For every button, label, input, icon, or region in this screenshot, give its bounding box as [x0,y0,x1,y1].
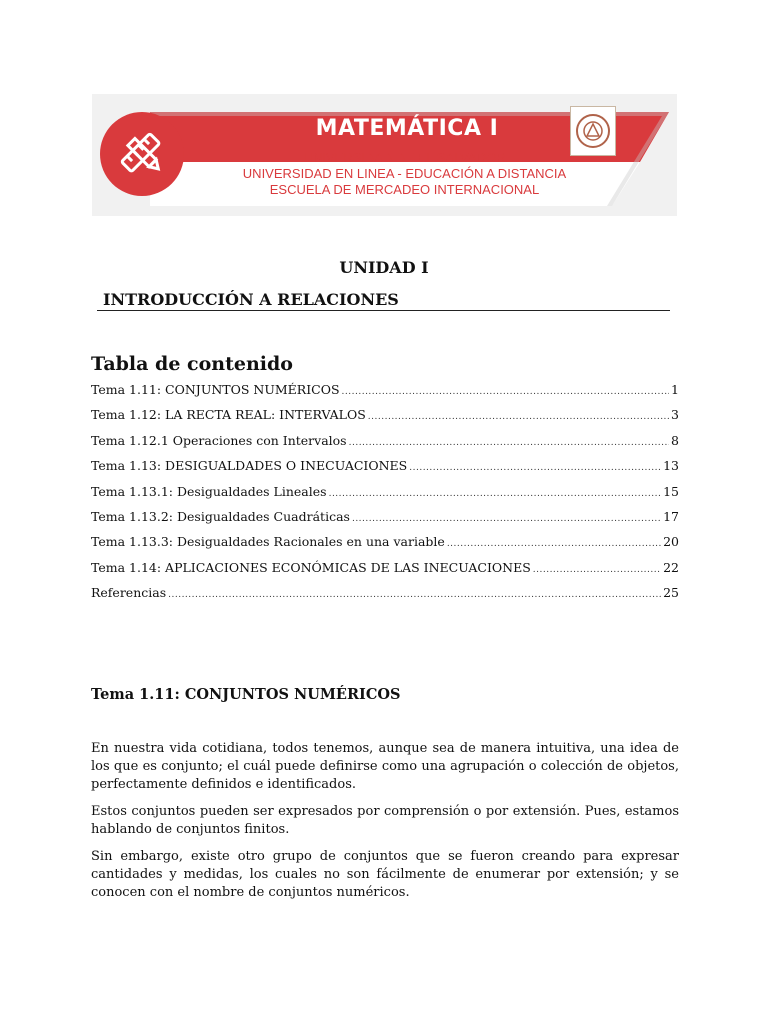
toc-entry-page: 15 [663,483,679,499]
toc-entry-label: Tema 1.13.1: Desigualdades Lineales [91,483,327,499]
toc-leader-dots [168,585,661,600]
toc-entry-page: 3 [671,407,679,423]
banner-title: MATEMÁTICA I [315,116,499,141]
toc-entry-page: 20 [663,534,679,550]
toc-entry-page: 13 [663,458,679,474]
toc-entry[interactable] [91,534,679,559]
toc-entry[interactable] [91,433,679,458]
toc-entry[interactable] [91,509,679,534]
body-paragraph: Estos conjuntos pueden ser expresados por comprensión o por extensión. Pues, estamos hablando de conjuntos finitos. [91,804,679,837]
toc-leader-dots [329,484,662,499]
pencil-ruler-icon [100,112,184,196]
toc-entry-label: Tema 1.14: APLICACIONES ECONÓMICAS DE LAS INECUACIONES [91,559,531,575]
unit-subtitle: INTRODUCCIÓN A RELACIONES [97,290,670,311]
toc-leader-dots [447,534,661,549]
toc-entry-page: 8 [671,432,679,448]
toc-entry-label: Tema 1.13: DESIGUALDADES O INECUACIONES [91,458,408,474]
university-seal-icon [570,106,616,156]
body-paragraph: En nuestra vida cotidiana, todos tenemos, aunque sea de manera intuitiva, una idea de los que es conjunto; el cuál puede definirse como una agrupación o colección de objetos, perfectamente definidos e identificados. [91,741,679,792]
toc-entry[interactable] [91,458,679,483]
toc-entry[interactable] [91,585,679,610]
table-of-contents [91,382,679,611]
toc-leader-dots [368,407,669,422]
toc-entry-label: Referencias [91,585,167,601]
toc-entry[interactable] [91,560,679,585]
toc-entry-label: Tema 1.13.3: Desigualdades Racionales en una variable [91,534,445,550]
toc-entry-label: Tema 1.11: CONJUNTOS NUMÉRICOS [91,382,340,397]
toc-leader-dots [349,433,669,448]
toc-entry[interactable] [91,382,679,407]
banner-online: UNIVERSIDAD EN LINEA - EDUCACIÓN A DISTANCIA [242,166,567,181]
unit-title: UNIDAD I [339,258,429,277]
toc-entry-page: 1 [671,382,679,397]
section-heading: Tema 1.11: CONJUNTOS NUMÉRICOS [91,686,401,703]
toc-entry-label: Tema 1.13.2: Desigualdades Cuadráticas [91,508,350,524]
toc-entry[interactable] [91,484,679,509]
section-body [91,740,679,911]
toc-title: Tabla de contenido [91,353,293,375]
banner-university: UNIVERSIDAD DE EL SALVADOR [303,150,506,165]
toc-entry-page: 17 [663,508,679,524]
toc-entry[interactable] [91,407,679,432]
toc-leader-dots [342,382,670,397]
toc-leader-dots [352,509,661,524]
header-banner [92,94,677,216]
banner-school: ESCUELA DE MERCADEO INTERNACIONAL [269,182,540,197]
body-paragraph: Sin embargo, existe otro grupo de conjuntos que se fueron creando para expresar cantidades y medidas, los cuales no son fácilmente de enumerar por extensión; y se conocen con el nombre de conjuntos numéricos. [91,849,679,900]
toc-entry-label: Tema 1.12.1 Operaciones con Intervalos [91,432,347,448]
toc-leader-dots [409,458,661,473]
toc-entry-label: Tema 1.12: LA RECTA REAL: INTERVALOS [91,407,366,423]
toc-leader-dots [533,560,661,575]
toc-entry-page: 22 [663,559,679,575]
toc-entry-page: 25 [663,585,679,601]
